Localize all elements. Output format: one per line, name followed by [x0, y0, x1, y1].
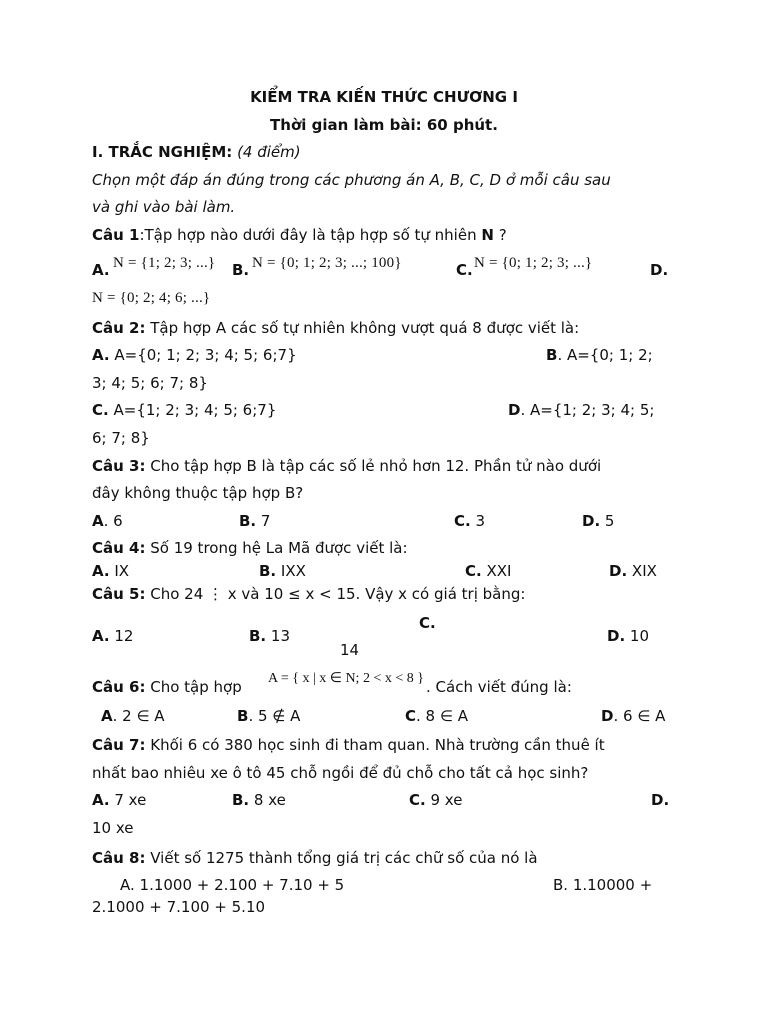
- question-6: Câu 6: Cho tập hợp: [92, 678, 242, 696]
- q2-option-d: D. A={1; 2; 3; 4; 5;: [508, 401, 655, 419]
- question-2: Câu 2: Tập hợp A các số tự nhiên không vượt quá 8 được viết là:: [92, 319, 580, 337]
- q4-option-c: C. XXI: [465, 562, 512, 580]
- question-3: Câu 3: Cho tập hợp B là tập các số lẻ nhỏ hơn 12. Phần tử nào dưới: [92, 457, 602, 475]
- question-5: Câu 5: Cho 24 ⋮ x và 10 ≤ x < 15. Vậy x có giá trị bằng:: [92, 585, 526, 603]
- q6-option-c: C. 8 ∈ A: [405, 707, 468, 725]
- q6-option-a: A. 2 ∈ A: [101, 707, 165, 725]
- q3-option-b: B. 7: [239, 512, 271, 530]
- q4-option-a: A. IX: [92, 562, 130, 580]
- q1-option-a: A.: [92, 261, 110, 279]
- q2-option-c: C. A={1; 2; 3; 4; 5; 6;7}: [92, 401, 277, 419]
- q5-option-a: A. 12: [92, 627, 134, 645]
- q6-option-d: D. 6 ∈ A: [601, 707, 666, 725]
- q1-option-c: C.: [456, 261, 473, 279]
- q4-option-b: B. IXX: [259, 562, 306, 580]
- q7-option-d: D.: [651, 791, 670, 809]
- q5-option-d: D. 10: [607, 627, 650, 645]
- q3-option-c: C. 3: [454, 512, 486, 530]
- q4-option-d: D. XIX: [609, 562, 657, 580]
- q6-option-b: B. 5 ∉ A: [237, 707, 301, 725]
- question-7: Câu 7: Khối 6 có 380 học sinh đi tham quan. Nhà trường cần thuê ít: [92, 736, 605, 754]
- q7-option-b: B. 8 xe: [232, 791, 286, 809]
- q8-option-b-cont: 2.1000 + 7.100 + 5.10: [92, 898, 266, 916]
- question-6-end: . Cách viết đúng là:: [426, 678, 572, 696]
- question-1: Câu 1:Tập hợp nào dưới đây là tập hợp số tự nhiên N ?: [92, 226, 507, 244]
- q2-option-d-cont: 6; 7; 8}: [92, 429, 150, 447]
- q3-option-a: A. 6: [92, 512, 123, 530]
- q6-set-math: A = { x | x ∈ N; 2 < x < 8 }: [268, 671, 424, 686]
- q7-option-c: C. 9 xe: [409, 791, 463, 809]
- instruction-line-1: Chọn một đáp án đúng trong các phương án A, B, C, D ở mỗi câu sau: [92, 171, 611, 189]
- q5-option-c: C.: [419, 614, 436, 632]
- section-heading: I. TRẮC NGHIỆM: (4 điểm): [92, 143, 301, 161]
- q2-option-b: B. A={0; 1; 2;: [546, 346, 653, 364]
- q1-option-a-math: N = {1; 2; 3; ...}: [113, 255, 216, 271]
- q5-option-b: B. 13: [249, 627, 290, 645]
- q2-option-b-cont: 3; 4; 5; 6; 7; 8}: [92, 374, 208, 392]
- q7-option-a: A. 7 xe: [92, 791, 147, 809]
- question-8: Câu 8: Viết số 1275 thành tổng giá trị các chữ số của nó là: [92, 849, 538, 867]
- exam-time: Thời gian làm bài: 60 phút.: [270, 116, 498, 134]
- q8-option-a: A. 1.1000 + 2.100 + 7.10 + 5: [120, 876, 345, 894]
- q1-option-d-math: N = {0; 2; 4; 6; ...}: [92, 290, 211, 306]
- q1-option-b-math: N = {0; 1; 2; 3; ...; 100}: [252, 255, 402, 271]
- q8-option-b: B. 1.10000 +: [553, 876, 653, 894]
- q1-option-b: B.: [232, 261, 250, 279]
- q2-option-a: A. A={0; 1; 2; 3; 4; 5; 6;7}: [92, 346, 297, 364]
- q1-option-d: D.: [650, 261, 669, 279]
- q7-option-d-value: 10 xe: [92, 819, 134, 837]
- page-title: KIỂM TRA KIẾN THỨC CHƯƠNG I: [250, 88, 518, 106]
- q1-option-c-math: N = {0; 1; 2; 3; ...}: [474, 255, 593, 271]
- question-3-line-2: đây không thuộc tập hợp B?: [92, 484, 304, 502]
- q3-option-d: D. 5: [582, 512, 615, 530]
- instruction-line-2: và ghi vào bài làm.: [92, 198, 236, 216]
- question-7-line-2: nhất bao nhiêu xe ô tô 45 chỗ ngồi để đủ chỗ cho tất cả học sinh?: [92, 764, 589, 782]
- question-4: Câu 4: Số 19 trong hệ La Mã được viết là:: [92, 539, 408, 557]
- q5-option-c-value: 14: [340, 641, 360, 659]
